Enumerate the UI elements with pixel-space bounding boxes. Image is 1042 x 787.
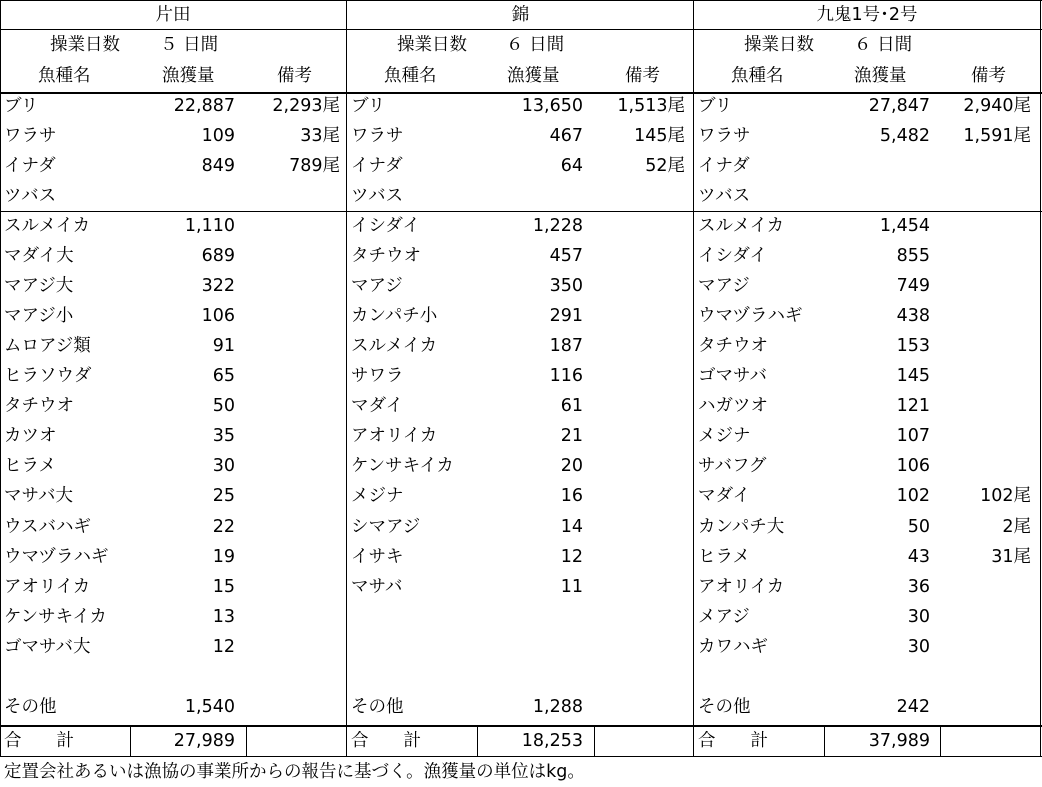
- species-name: カンパチ小: [351, 306, 438, 327]
- species-name: ヒラメ: [698, 546, 750, 567]
- catch-amount: 22: [212, 516, 235, 537]
- catch-note: 2,940尾: [963, 96, 1031, 116]
- catch-note: [585, 481, 685, 511]
- catch-note: [240, 391, 340, 421]
- species-name: ケンサキイカ: [351, 456, 454, 477]
- station-section: [347, 0, 694, 757]
- species-name: スルメイカ: [698, 216, 785, 236]
- species-name: マダイ大: [4, 246, 74, 267]
- catch-note: [240, 572, 340, 602]
- species-name: ムロアジ類: [4, 336, 91, 357]
- catch-amount: 13: [212, 606, 235, 627]
- species-name: ウマヅラハギ: [698, 306, 803, 327]
- catch-amount: 65: [212, 366, 235, 387]
- species-name: アオリイカ: [4, 576, 91, 597]
- species-name: イナダ: [351, 156, 403, 177]
- catch-note: [931, 632, 1031, 662]
- catch-amount: 14: [560, 516, 583, 537]
- catch-note: [585, 421, 685, 451]
- total-label: 合 計: [351, 731, 421, 751]
- operating-days-label: 操業日数: [50, 35, 120, 55]
- species-name: ブリ: [698, 96, 733, 116]
- catch-note: [240, 271, 340, 301]
- species-name: マアジ大: [4, 276, 74, 297]
- catch-amount: 187: [549, 336, 583, 357]
- species-name: カンパチ大: [698, 516, 785, 537]
- other-label: その他: [698, 697, 751, 717]
- catch-amount: 855: [896, 246, 930, 267]
- grid-line: [1040, 0, 1041, 757]
- catch-amount: 849: [201, 156, 235, 177]
- total-label: 合 計: [4, 731, 74, 751]
- catch-amount: 15: [212, 576, 235, 597]
- operating-days-value: ６ 日間: [506, 35, 565, 55]
- operating-days-label: 操業日数: [397, 35, 467, 55]
- catch-amount: 291: [549, 306, 583, 327]
- catch-amount: 350: [549, 276, 583, 297]
- species-name: ツバス: [698, 186, 751, 207]
- catch-amount: 19: [212, 546, 235, 567]
- grid-line: [130, 726, 131, 756]
- catch-amount: 35: [212, 426, 235, 447]
- species-name: サワラ: [351, 366, 404, 387]
- species-name: タチウオ: [698, 336, 768, 357]
- species-name: マダイ: [698, 486, 751, 507]
- species-name: ヒラメ: [4, 456, 56, 477]
- catch-note: [240, 602, 340, 632]
- catch-note: [931, 572, 1031, 602]
- catch-amount: 27,847: [868, 96, 930, 116]
- species-name: マサバ大: [4, 486, 73, 507]
- catch-note: [240, 481, 340, 511]
- species-name: メアジ: [698, 606, 750, 627]
- catch-note: [931, 181, 1031, 211]
- catch-note: [585, 361, 685, 391]
- species-name: スルメイカ: [4, 216, 91, 236]
- catch-amount: 153: [896, 336, 930, 357]
- species-name: ブリ: [351, 96, 386, 116]
- catch-note: 31尾: [991, 546, 1031, 567]
- catch-amount: [443, 181, 583, 211]
- catch-note: [585, 451, 685, 481]
- catch-note: 102尾: [980, 486, 1031, 507]
- grid-line: [477, 726, 478, 756]
- catch-note: [931, 301, 1031, 331]
- catch-note: [931, 361, 1031, 391]
- catch-note: [931, 602, 1031, 632]
- catch-note: [240, 542, 340, 572]
- catch-amount: 106: [896, 456, 930, 477]
- catch-amount: 16: [560, 486, 583, 507]
- species-name: マダイ: [351, 396, 404, 417]
- species-name: マアジ: [698, 276, 750, 297]
- catch-amount: 12: [212, 636, 235, 657]
- other-label: その他: [4, 697, 57, 717]
- species-name: イナダ: [4, 156, 56, 177]
- catch-note: [585, 542, 685, 572]
- species-name: アオリイカ: [698, 576, 785, 597]
- species-name: アオリイカ: [351, 426, 438, 447]
- other-amount: 242: [896, 697, 930, 717]
- species-name: ワラサ: [351, 126, 404, 147]
- species-name: ブリ: [4, 96, 39, 116]
- species-name: ウマヅラハギ: [4, 546, 109, 567]
- species-name: ワラサ: [698, 126, 751, 147]
- catch-note: [931, 421, 1031, 451]
- catch-note: [585, 181, 685, 211]
- catch-amount: 467: [549, 126, 583, 147]
- catch-amount: [790, 181, 930, 211]
- catch-note: [240, 211, 340, 241]
- catch-note: 1,513尾: [617, 96, 685, 116]
- grid-line: [824, 726, 825, 756]
- catch-amount: 30: [212, 456, 235, 477]
- species-name: ウスバハギ: [4, 516, 91, 537]
- catch-amount: 11: [560, 576, 583, 597]
- column-header-species: 魚種名: [38, 66, 91, 86]
- grid-line: [594, 726, 595, 756]
- catch-amount: 12: [560, 546, 583, 567]
- catch-note: [240, 421, 340, 451]
- catch-amount: 457: [549, 246, 583, 267]
- species-name: イシダイ: [698, 246, 767, 267]
- catch-note: [931, 331, 1031, 361]
- catch-amount: 91: [212, 336, 235, 357]
- catch-amount: 1,454: [879, 216, 930, 236]
- species-name: ツバス: [4, 186, 57, 207]
- species-name: マサバ: [351, 576, 403, 597]
- catch-note: [240, 632, 340, 662]
- station-title: 九鬼1号･2号: [816, 5, 918, 25]
- catch-note: [931, 451, 1031, 481]
- species-name: メジナ: [351, 486, 404, 507]
- species-name: イナダ: [698, 156, 750, 177]
- catch-note: [240, 361, 340, 391]
- other-amount: 1,288: [532, 697, 583, 717]
- catch-amount: 5,482: [879, 126, 930, 147]
- catch-note: [585, 211, 685, 241]
- catch-note: [240, 451, 340, 481]
- catch-amount: 36: [907, 576, 930, 597]
- catch-note: [585, 572, 685, 602]
- catch-amount: [95, 181, 235, 211]
- catch-amount: 145: [896, 366, 930, 387]
- species-name: カワハギ: [698, 636, 768, 657]
- catch-note: [585, 301, 685, 331]
- catch-amount: 50: [907, 516, 930, 537]
- column-header-note: 備考: [625, 66, 660, 86]
- operating-days-value: ６ 日間: [854, 35, 913, 55]
- catch-note: [585, 331, 685, 361]
- catch-amount: 121: [896, 396, 930, 417]
- species-name: イシダイ: [351, 216, 420, 236]
- catch-note: [931, 391, 1031, 421]
- catch-note: [240, 512, 340, 542]
- species-name: サバフグ: [698, 456, 767, 477]
- catch-note: [931, 271, 1031, 301]
- catch-amount: 22,887: [173, 96, 235, 116]
- catch-amount: 322: [201, 276, 235, 297]
- total-amount: 18,253: [521, 731, 583, 751]
- catch-note: 52尾: [645, 156, 685, 177]
- species-name: シマアジ: [351, 516, 421, 537]
- species-name: ゴマサバ: [698, 366, 767, 387]
- station-section: [0, 0, 346, 757]
- species-name: マアジ小: [4, 306, 74, 327]
- catch-note: [240, 331, 340, 361]
- total-amount: 27,989: [173, 731, 235, 751]
- catch-note: [240, 181, 340, 211]
- total-label: 合 計: [698, 731, 768, 751]
- catch-amount: 1,110: [184, 216, 235, 236]
- species-name: ゴマサバ大: [4, 636, 91, 657]
- species-name: カツオ: [4, 426, 57, 447]
- column-header-catch: 漁獲量: [507, 66, 560, 86]
- operating-days-value: ５ 日間: [160, 35, 219, 55]
- catch-note: [585, 271, 685, 301]
- column-header-note: 備考: [277, 66, 312, 86]
- species-name: マアジ: [351, 276, 403, 297]
- column-header-catch: 漁獲量: [162, 66, 215, 86]
- operating-days-label: 操業日数: [744, 35, 814, 55]
- catch-amount: 61: [560, 396, 583, 417]
- species-name: メジナ: [698, 426, 751, 447]
- catch-amount: 25: [212, 486, 235, 507]
- species-name: ワラサ: [4, 126, 57, 147]
- column-header-note: 備考: [971, 66, 1006, 86]
- total-amount: 37,989: [868, 731, 930, 751]
- column-header-species: 魚種名: [384, 66, 437, 86]
- catch-amount: [790, 151, 930, 181]
- catch-amount: 749: [896, 276, 930, 297]
- catch-note: [931, 241, 1031, 271]
- station-section: [694, 0, 1040, 757]
- column-header-species: 魚種名: [731, 66, 784, 86]
- catch-amount: 20: [560, 456, 583, 477]
- catch-amount: 116: [549, 366, 583, 387]
- species-name: タチウオ: [4, 396, 74, 417]
- catch-note: [240, 301, 340, 331]
- catch-note: 2,293尾: [272, 96, 340, 116]
- catch-amount: 1,228: [532, 216, 583, 236]
- species-name: タチウオ: [351, 246, 421, 267]
- catch-amount: 102: [896, 486, 930, 507]
- species-name: ケンサキイカ: [4, 606, 107, 627]
- catch-note: 145尾: [634, 126, 685, 147]
- species-name: ヒラソウダ: [4, 366, 92, 387]
- catch-amount: 109: [201, 126, 235, 147]
- column-header-catch: 漁獲量: [854, 66, 907, 86]
- catch-amount: 438: [896, 306, 930, 327]
- catch-amount: 30: [907, 606, 930, 627]
- catch-note: 1,591尾: [963, 126, 1031, 147]
- catch-note: [931, 211, 1031, 241]
- other-label: その他: [351, 697, 404, 717]
- catch-amount: 13,650: [521, 96, 583, 116]
- catch-amount: 50: [212, 396, 235, 417]
- catch-amount: 107: [896, 426, 930, 447]
- catch-note: [585, 391, 685, 421]
- catch-note: 789尾: [289, 156, 340, 177]
- catch-note: [240, 241, 340, 271]
- catch-amount: 689: [201, 246, 235, 267]
- catch-amount: 106: [201, 306, 235, 327]
- grid-line: [246, 726, 247, 756]
- species-name: イサキ: [351, 546, 404, 567]
- catch-amount: 30: [907, 636, 930, 657]
- other-amount: 1,540: [184, 697, 235, 717]
- species-name: ツバス: [351, 186, 404, 207]
- catch-amount: 43: [907, 546, 930, 567]
- catch-note: [931, 151, 1031, 181]
- grid-line: [940, 726, 941, 756]
- catch-note: [585, 241, 685, 271]
- footnote: 定置会社あるいは漁協の事業所からの報告に基づく。漁獲量の単位はkg。: [4, 762, 585, 782]
- station-title: 片田: [155, 5, 191, 25]
- species-name: ハガツオ: [698, 396, 768, 417]
- species-name: スルメイカ: [351, 336, 438, 357]
- catch-note: 33尾: [300, 126, 340, 147]
- station-title: 錦: [511, 5, 530, 25]
- catch-note: 2尾: [1002, 516, 1031, 537]
- catch-note: [585, 512, 685, 542]
- catch-amount: 64: [560, 156, 583, 177]
- catch-amount: 21: [560, 426, 583, 447]
